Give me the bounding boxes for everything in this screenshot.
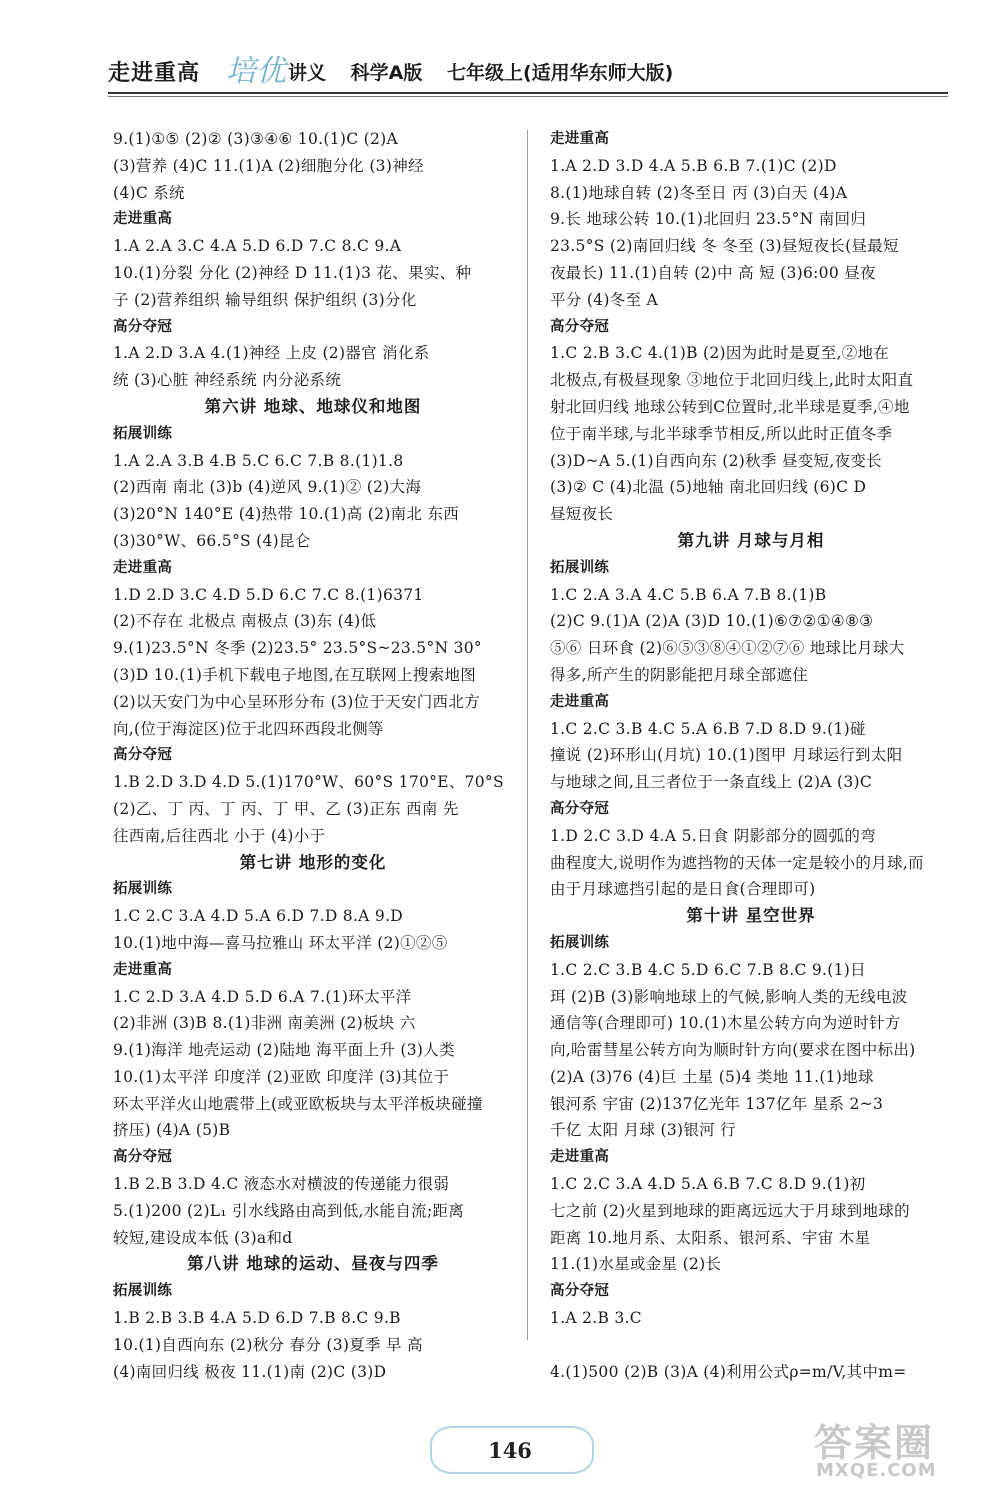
answer-line: 距离 10.地月系、太阳系、银河系、宇宙 木星 bbox=[550, 1228, 871, 1247]
section-subheading: 走进重高 bbox=[113, 211, 173, 228]
answer-line: 9.长 地球公转 10.(1)北回归 23.5°N 南回归 bbox=[550, 210, 867, 229]
answer-line: 5.(1)200 (2)L₁ 引水线路由高到低,水能自流;距离 bbox=[113, 1201, 465, 1220]
answer-line: 往西南,后往西北 小于 (4)小于 bbox=[113, 826, 326, 845]
watermark-url: MXQE.COM bbox=[816, 1460, 937, 1481]
answer-line: 1.A 2.D 3.A 4.(1)神经 上皮 (2)器官 消化系 bbox=[113, 344, 430, 363]
answer-line: 平分 (4)冬至 A bbox=[550, 290, 659, 309]
answer-line: 1.C 2.C 3.B 4.C 5.D 6.C 7.B 8.C 9.(1)日 bbox=[550, 960, 866, 979]
answer-line: 1.A 2.A 3.B 4.B 5.C 6.C 7.B 8.(1)1.8 bbox=[113, 451, 404, 470]
answer-line: (2)乙、丁 丙、丁 丙、丁 甲、乙 (3)正东 西南 先 bbox=[113, 799, 459, 818]
answer-line: 夜最长) 11.(1)自转 (2)中 高 短 (3)6:00 昼夜 bbox=[550, 263, 876, 282]
answer-line: (2)A (3)76 (4)巨 土星 (5)4 类地 11.(1)地球 bbox=[550, 1067, 874, 1086]
column-divider bbox=[527, 130, 528, 1340]
answer-line: 1.C 2.C 3.A 4.D 5.A 6.B 7.C 8.D 9.(1)初 bbox=[550, 1175, 866, 1194]
section-subheading: 高分夺冠 bbox=[550, 800, 610, 817]
answer-line: 10.(1)地中海—喜马拉雅山 环太平洋 (2)①②⑤ bbox=[113, 933, 448, 952]
answer-line: 10.(1)太平洋 印度洋 (2)亚欧 印度洋 (3)其位于 bbox=[113, 1067, 450, 1086]
answer-line: (2)非洲 (3)B 8.(1)非洲 南美洲 (2)板块 六 bbox=[113, 1014, 416, 1033]
section-subheading: 高分夺冠 bbox=[550, 1283, 610, 1300]
answer-line: 向,(位于海淀区)位于北四环西段北侧等 bbox=[113, 719, 384, 738]
answer-line: 9.(1)23.5°N 冬季 (2)23.5° 23.5°S~23.5°N 30° bbox=[113, 639, 482, 658]
answer-line: 23.5°S (2)南回归线 冬 冬至 (3)昼短夜长(昼最短 bbox=[550, 237, 899, 256]
section-subheading: 高分夺冠 bbox=[113, 318, 173, 335]
section-subheading: 拓展训练 bbox=[550, 934, 610, 951]
blank-line bbox=[550, 1332, 952, 1359]
page-header bbox=[108, 52, 708, 92]
answer-line: 撞说 (2)环形山(月坑) 10.(1)图甲 月球运行到太阳 bbox=[550, 746, 903, 765]
section-subheading: 走进重高 bbox=[550, 693, 610, 710]
answer-line: 七之前 (2)火星到地球的距离远远大于月球到地球的 bbox=[550, 1201, 910, 1220]
header-rule bbox=[108, 92, 948, 94]
answer-line: 4.(1)500 (2)B (3)A (4)利用公式ρ=m/V,其中m= bbox=[550, 1362, 907, 1381]
answer-line: (4)南回归线 极夜 11.(1)南 (2)C (3)D bbox=[113, 1362, 387, 1381]
answer-line: (2)西南 南北 (3)b (4)逆风 9.(1)② (2)大海 bbox=[113, 478, 422, 497]
answer-line: 1.A 2.D 3.D 4.A 5.B 6.B 7.(1)C (2)D bbox=[550, 156, 837, 175]
answer-line: 由于月球遮挡引起的是日食(合理即可) bbox=[550, 880, 816, 899]
answer-line: 得多,所产生的阴影能把月球全部遮住 bbox=[550, 665, 809, 684]
section-subheading: 拓展训练 bbox=[550, 559, 610, 576]
brush-logo: 培优 bbox=[226, 54, 286, 89]
section-subheading: 拓展训练 bbox=[113, 425, 173, 442]
answer-line: 银河系 宇宙 (2)137亿光年 137亿年 星系 2~3 bbox=[550, 1094, 884, 1113]
answer-line: ⑤⑥ 日环食 (2)⑥⑤③⑧④①②⑦⑥ 地球比月球大 bbox=[550, 639, 905, 658]
answer-line: 较短,建设成本低 (3)a和d bbox=[113, 1228, 293, 1247]
answer-line: 9.(1)海洋 地壳运动 (2)陆地 海平面上升 (3)人类 bbox=[113, 1041, 455, 1060]
lecture-title: 第六讲 地球、地球仪和地图 bbox=[204, 396, 422, 416]
answer-line: 统 (3)心脏 神经系统 内分泌系统 bbox=[113, 371, 342, 390]
answer-line: 1.B 2.D 3.D 4.D 5.(1)170°W、60°S 170°E、70°S bbox=[113, 773, 504, 792]
answer-line: 10.(1)分裂 分化 (2)神经 D 11.(1)3 花、果实、种 bbox=[113, 263, 472, 282]
section-subheading: 走进重高 bbox=[113, 961, 173, 978]
answer-line: (2)以天安门为中心呈环形分布 (3)位于天安门西北方 bbox=[113, 692, 480, 711]
answer-line: (3)D 10.(1)手机下载电子地图,在互联网上搜索地图 bbox=[113, 665, 477, 684]
answer-line: 通信等(合理即可) 10.(1)木星公转方向为逆时针方 bbox=[550, 1014, 901, 1033]
answer-line: 1.C 2.B 3.C 4.(1)B (2)因为此时是夏至,②地在 bbox=[550, 344, 890, 363]
lecture-label: 讲义 bbox=[288, 62, 327, 84]
answer-line: 环太平洋火山地震带上(或亚欧板块与太平洋板块碰撞 bbox=[113, 1094, 483, 1113]
answer-line: (4)C 系统 bbox=[113, 183, 185, 202]
header-rule-thin bbox=[108, 96, 948, 97]
answer-line: 位于南半球,与北半球季节相反,所以此时正值冬季 bbox=[550, 424, 893, 443]
answer-line: 昼短夜长 bbox=[550, 505, 614, 524]
section-subheading: 走进重高 bbox=[550, 131, 610, 147]
answer-line: 1.D 2.C 3.D 4.A 5.日食 阴影部分的圆弧的弯 bbox=[550, 826, 876, 845]
section-subheading: 走进重高 bbox=[550, 1149, 610, 1166]
header-right bbox=[288, 58, 691, 85]
answer-line: 11.(1)水星或金星 (2)长 bbox=[550, 1255, 722, 1274]
section-subheading: 拓展训练 bbox=[113, 881, 173, 898]
answer-line: 与地球之间,且三者位于一条直线上 (2)A (3)C bbox=[550, 773, 873, 792]
answer-line: (2)C 9.(1)A (2)A (3)D 10.(1)⑥⑦②①④⑧③ bbox=[550, 612, 874, 631]
answer-line: 子 (2)营养组织 输导组织 保护组织 (3)分化 bbox=[113, 290, 417, 309]
section-subheading: 走进重高 bbox=[113, 559, 173, 576]
answer-line: 1.C 2.D 3.A 4.D 5.D 6.A 7.(1)环太平洋 bbox=[113, 987, 412, 1006]
answer-line: 射北回归线 地球公转到C位置时,北半球是夏季,④地 bbox=[550, 397, 910, 416]
answer-line: (3)20°N 140°E (4)热带 10.(1)高 (2)南北 东西 bbox=[113, 505, 460, 524]
answer-line: 北极点,有极昼现象 ③地位于北回归线上,此时太阳直 bbox=[550, 371, 914, 390]
lecture-title: 第十讲 星空世界 bbox=[686, 906, 816, 926]
page-number: 146 bbox=[488, 1438, 532, 1463]
watermark bbox=[814, 1412, 984, 1482]
section-subheading: 高分夺冠 bbox=[113, 1149, 173, 1166]
answer-line: 千亿 太阳 月球 (3)银河 行 bbox=[550, 1121, 736, 1140]
answer-line: (2)不存在 北极点 南极点 (3)东 (4)低 bbox=[113, 612, 377, 631]
lecture-title: 第九讲 月球与月相 bbox=[677, 530, 825, 550]
answer-line: 1.C 2.A 3.A 4.C 5.B 6.A 7.B 8.(1)B bbox=[550, 585, 827, 604]
series-title: 走进重高 bbox=[108, 61, 201, 86]
answer-line: 向,哈雷彗星公转方向为顺时针方向(要求在图中标出) bbox=[550, 1041, 916, 1060]
watermark-text: 答案圈 bbox=[814, 1421, 935, 1465]
edition-label: 科学A版 bbox=[350, 62, 423, 84]
answer-line: 10.(1)自西向东 (2)秋分 春分 (3)夏季 早 高 bbox=[113, 1335, 423, 1354]
section-subheading: 高分夺冠 bbox=[113, 747, 173, 764]
lecture-title: 第七讲 地形的变化 bbox=[239, 852, 387, 872]
answer-line: 曲程度大,说明作为遮挡物的天体一定是较小的月球,而 bbox=[550, 853, 924, 872]
answer-line: (3)② C (4)北温 (5)地轴 南北回归线 (6)C D bbox=[550, 478, 867, 497]
answer-line: 8.(1)地球自转 (2)冬至日 丙 (3)白天 (4)A bbox=[550, 183, 848, 202]
left-column bbox=[113, 126, 513, 1385]
answer-line: (3)D~A 5.(1)自西向东 (2)秋季 昼变短,夜变长 bbox=[550, 451, 882, 470]
answer-line: 1.B 2.B 3.B 4.A 5.D 6.D 7.B 8.C 9.B bbox=[113, 1309, 401, 1328]
answer-line: 1.D 2.D 3.C 4.D 5.D 6.C 7.C 8.(1)6371 bbox=[113, 585, 424, 604]
answer-line: 1.A 2.A 3.C 4.A 5.D 6.D 7.C 8.C 9.A bbox=[113, 237, 402, 256]
answer-line: 1.C 2.C 3.B 4.C 5.A 6.B 7.D 8.D 9.(1)碰 bbox=[550, 719, 866, 738]
answer-line: 1.B 2.B 3.D 4.C 液态水对横波的传递能力很弱 bbox=[113, 1175, 450, 1194]
section-subheading: 高分夺冠 bbox=[550, 318, 610, 335]
answer-line: 1.C 2.C 3.A 4.D 5.A 6.D 7.D 8.A 9.D bbox=[113, 907, 404, 926]
answer-line: 1.A 2.B 3.C bbox=[550, 1309, 642, 1328]
answer-line: (3)30°W、66.5°S (4)昆仑 bbox=[113, 531, 311, 550]
answer-line: (3)营养 (4)C 11.(1)A (2)细胞分化 (3)神经 bbox=[113, 156, 424, 175]
section-subheading: 拓展训练 bbox=[113, 1283, 173, 1300]
answer-line: 珥 (2)B (3)影响地球上的气候,影响人类的无线电波 bbox=[550, 987, 908, 1006]
answer-line: 9.(1)①⑤ (2)② (3)③④⑥ 10.(1)C (2)A bbox=[113, 130, 398, 148]
lecture-title: 第八讲 地球的运动、昼夜与四季 bbox=[187, 1254, 439, 1274]
answer-line: 挤压) (4)A (5)B bbox=[113, 1121, 231, 1140]
grade-label: 七年级上(适用华东师大版) bbox=[446, 62, 674, 84]
right-column bbox=[550, 126, 952, 1385]
